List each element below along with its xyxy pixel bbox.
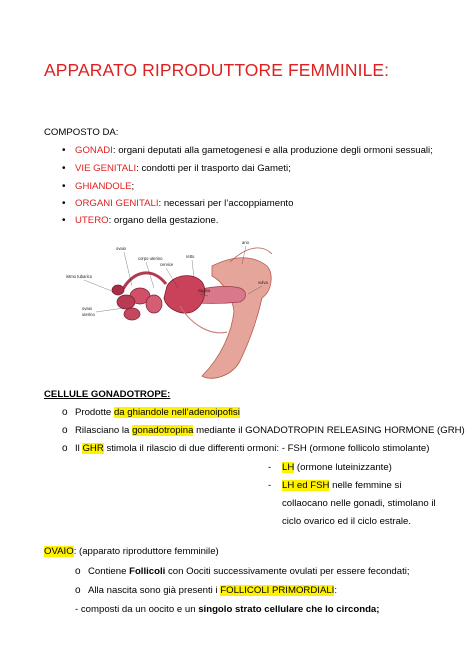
bullet-icon: • <box>62 163 66 174</box>
circle-bullet-icon: o <box>62 443 68 454</box>
bullet-icon: • <box>62 145 66 156</box>
sub-item-line: ciclo ovarico ed il ciclo estrale. <box>282 516 412 527</box>
text: stimola il rilascio di due differenti ormoni: - FSH (ormone follicolo stimolante) <box>103 443 430 454</box>
label-corpo-uterino: corpo uterino <box>138 256 163 261</box>
list-item <box>75 163 291 175</box>
text: Rilasciano la <box>75 425 133 436</box>
list-item-term: VIE GENITALI <box>75 163 137 174</box>
list-item-text: : organi deputati alla gametogenesi e alla produzione degli ormoni sessuali; <box>112 145 433 156</box>
cellule-line-2 <box>75 425 465 437</box>
composto-heading: COMPOSTO DA: <box>44 127 119 138</box>
text: Prodotte <box>75 407 114 418</box>
highlight-text: GHR <box>82 443 104 454</box>
label-ovaio: ovaio <box>116 246 127 251</box>
highlight-text: LH ed FSH <box>282 480 330 491</box>
sub-item-line: collaocano nelle gonadi, stimolano il <box>282 498 436 509</box>
text: nelle femmine si <box>329 480 402 491</box>
list-item-term: UTERO <box>75 215 109 226</box>
list-item <box>75 215 218 227</box>
ovaio-line-2 <box>88 585 337 597</box>
highlight-text: da ghiandole nell’adenoipofisi <box>113 407 240 418</box>
circle-bullet-icon: o <box>62 425 68 436</box>
label-retto: retto <box>186 254 195 259</box>
list-item-term: GONADI <box>75 145 113 156</box>
ovaio-line-3 <box>75 604 379 616</box>
bold-text: Follicoli <box>129 566 166 577</box>
page-title: APPARATO RIPRODUTTORE FEMMINILE: <box>44 60 390 80</box>
text: : <box>334 585 338 596</box>
highlight-text: OVAIO <box>44 546 74 557</box>
label-vagina: vagina <box>198 288 211 293</box>
label-ovaio-lower: ovaio <box>82 306 93 311</box>
text: mediante il GONADOTROPIN RELEASING HORMONE (GRH) <box>193 425 465 436</box>
cellule-line-3 <box>75 443 429 455</box>
label-vulva: vulva <box>258 280 268 285</box>
sub-item-lh-fsh <box>282 480 401 492</box>
highlight-text: FOLLICOLI PRIMORDIALI <box>220 585 335 596</box>
list-item <box>75 181 134 193</box>
label-cervice: cervice <box>160 262 174 267</box>
list-item-text: : organo della gestazione. <box>108 215 219 226</box>
text: : (apparato riproduttore femminile) <box>73 546 219 557</box>
bullet-icon: • <box>62 215 66 226</box>
label-uterino: uterino <box>82 312 95 317</box>
circle-bullet-icon: o <box>75 566 81 577</box>
ovaio-line-1 <box>88 566 410 578</box>
ovaio-heading <box>44 546 219 558</box>
label-ano: ano <box>242 240 249 245</box>
highlight-text: gonadotropina <box>132 425 194 436</box>
anatomy-drawing <box>62 236 280 386</box>
text: - composti da un oocito e un <box>75 604 199 615</box>
cellule-line-1 <box>75 407 240 419</box>
text: Contiene <box>88 566 130 577</box>
highlight-text: LH <box>282 462 295 473</box>
list-item-text: ; <box>131 181 135 192</box>
text: (ormone luteinizzante) <box>294 462 392 473</box>
list-item-text: : condotti per il trasporto dai Gameti; <box>136 163 291 174</box>
bold-text: singolo strato cellulare che lo circonda; <box>198 604 380 615</box>
list-item-term: GHIANDOLE <box>75 181 132 192</box>
text: con Oociti successivamente ovulati per essere fecondati; <box>165 566 410 577</box>
list-item <box>75 145 433 157</box>
dash-bullet: - <box>268 480 272 491</box>
dash-bullet: - <box>268 462 272 473</box>
circle-bullet-icon: o <box>75 585 81 596</box>
cellule-heading: CELLULE GONADOTROPE: <box>44 389 171 400</box>
sub-item-lh <box>282 462 392 474</box>
list-item-text: : necessari per l’accoppiamento <box>158 198 294 209</box>
text: Il <box>75 443 83 454</box>
text: Alla nascita sono già presenti i <box>88 585 221 596</box>
label-istmo-tubarico: istmo tubarico <box>66 274 93 279</box>
list-item-term: ORGANI GENITALI <box>75 198 159 209</box>
circle-bullet-icon: o <box>62 407 68 418</box>
bullet-icon: • <box>62 198 66 209</box>
reproductive-anatomy-illustration <box>62 236 280 386</box>
bullet-icon: • <box>62 181 66 192</box>
list-item <box>75 198 293 210</box>
